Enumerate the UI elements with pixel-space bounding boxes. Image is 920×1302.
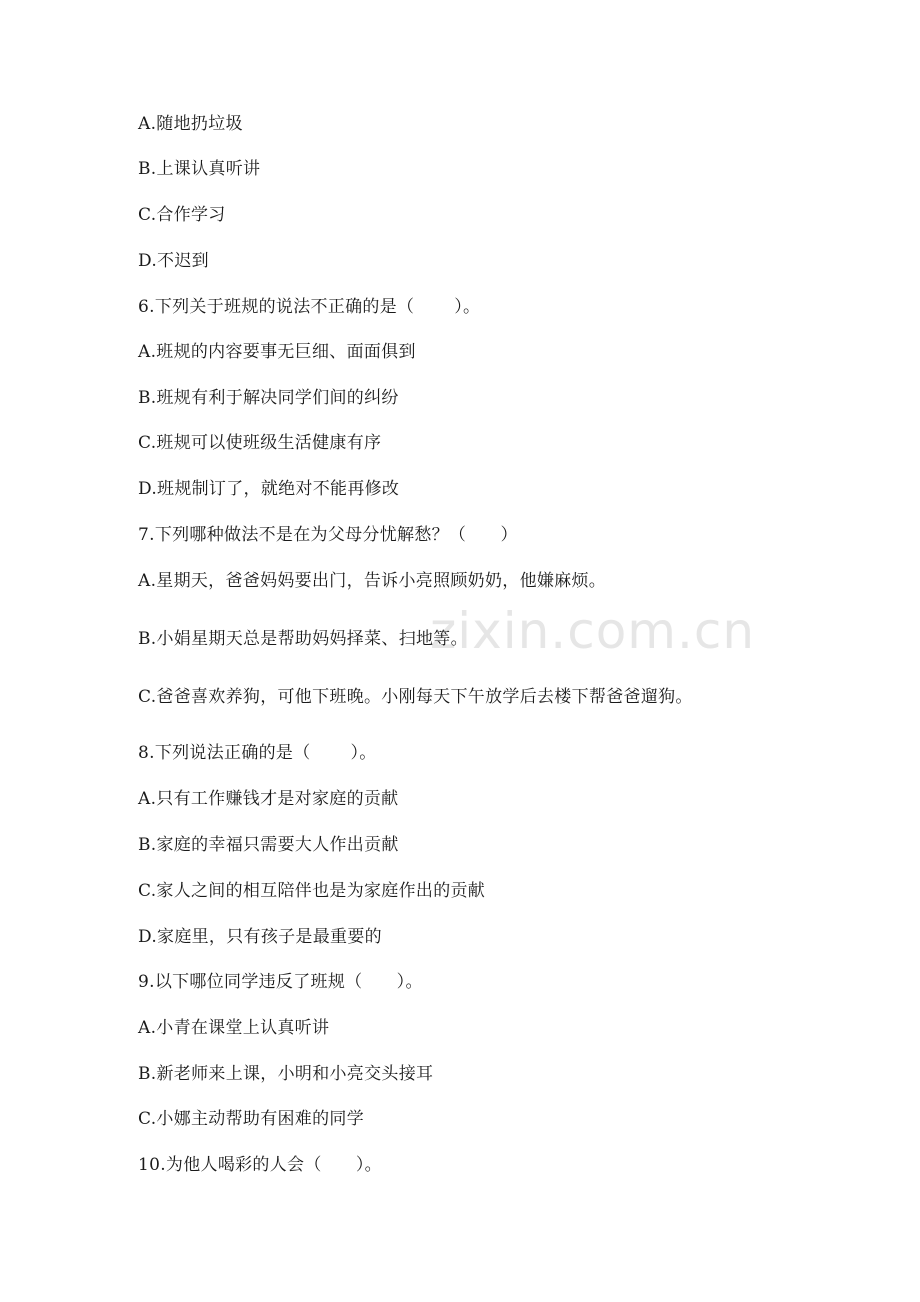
option-line: A.随地扔垃圾 [138,114,243,134]
question-8: 8.下列说法正确的是（ ）。 [138,743,377,763]
question-9: 9.以下哪位同学违反了班规（ ）。 [138,972,423,992]
option-line: C.班规可以使班级生活健康有序 [138,433,382,453]
option-line: B.上课认真听讲 [138,159,261,179]
question-6: 6.下列关于班规的说法不正确的是（ ）。 [138,297,481,317]
option-line: A.班规的内容要事无巨细、面面俱到 [138,342,416,362]
question-10: 10.为他人喝彩的人会（ ）。 [138,1155,382,1175]
option-line: B.新老师来上课，小明和小亮交头接耳 [138,1064,434,1084]
option-line: B.班规有利于解决同学们间的纠纷 [138,388,399,408]
option-line: A.只有工作赚钱才是对家庭的贡献 [138,789,399,809]
option-line: B.小娟星期天总是帮助妈妈择菜、扫地等。 [138,629,468,649]
option-line: D.不迟到 [138,251,209,271]
option-line: D.班规制订了，就绝对不能再修改 [138,479,400,499]
option-line: C.合作学习 [138,205,226,225]
option-line: B.家庭的幸福只需要大人作出贡献 [138,835,399,855]
option-line: C.家人之间的相互陪伴也是为家庭作出的贡献 [138,881,486,901]
option-line: C.爸爸喜欢养狗，可他下班晚。小刚每天下午放学后去楼下帮爸爸遛狗。 [138,687,693,707]
question-7: 7.下列哪种做法不是在为父母分忧解愁？（ ） [138,525,518,545]
option-line: D.家庭里，只有孩子是最重要的 [138,927,382,947]
option-line: A.小青在课堂上认真听讲 [138,1018,330,1038]
option-line: A.星期天，爸爸妈妈要出门，告诉小亮照顾奶奶，他嫌麻烦。 [138,571,607,591]
watermark: zixin.com.cn [430,602,756,660]
option-line: C.小娜主动帮助有困难的同学 [138,1109,365,1129]
